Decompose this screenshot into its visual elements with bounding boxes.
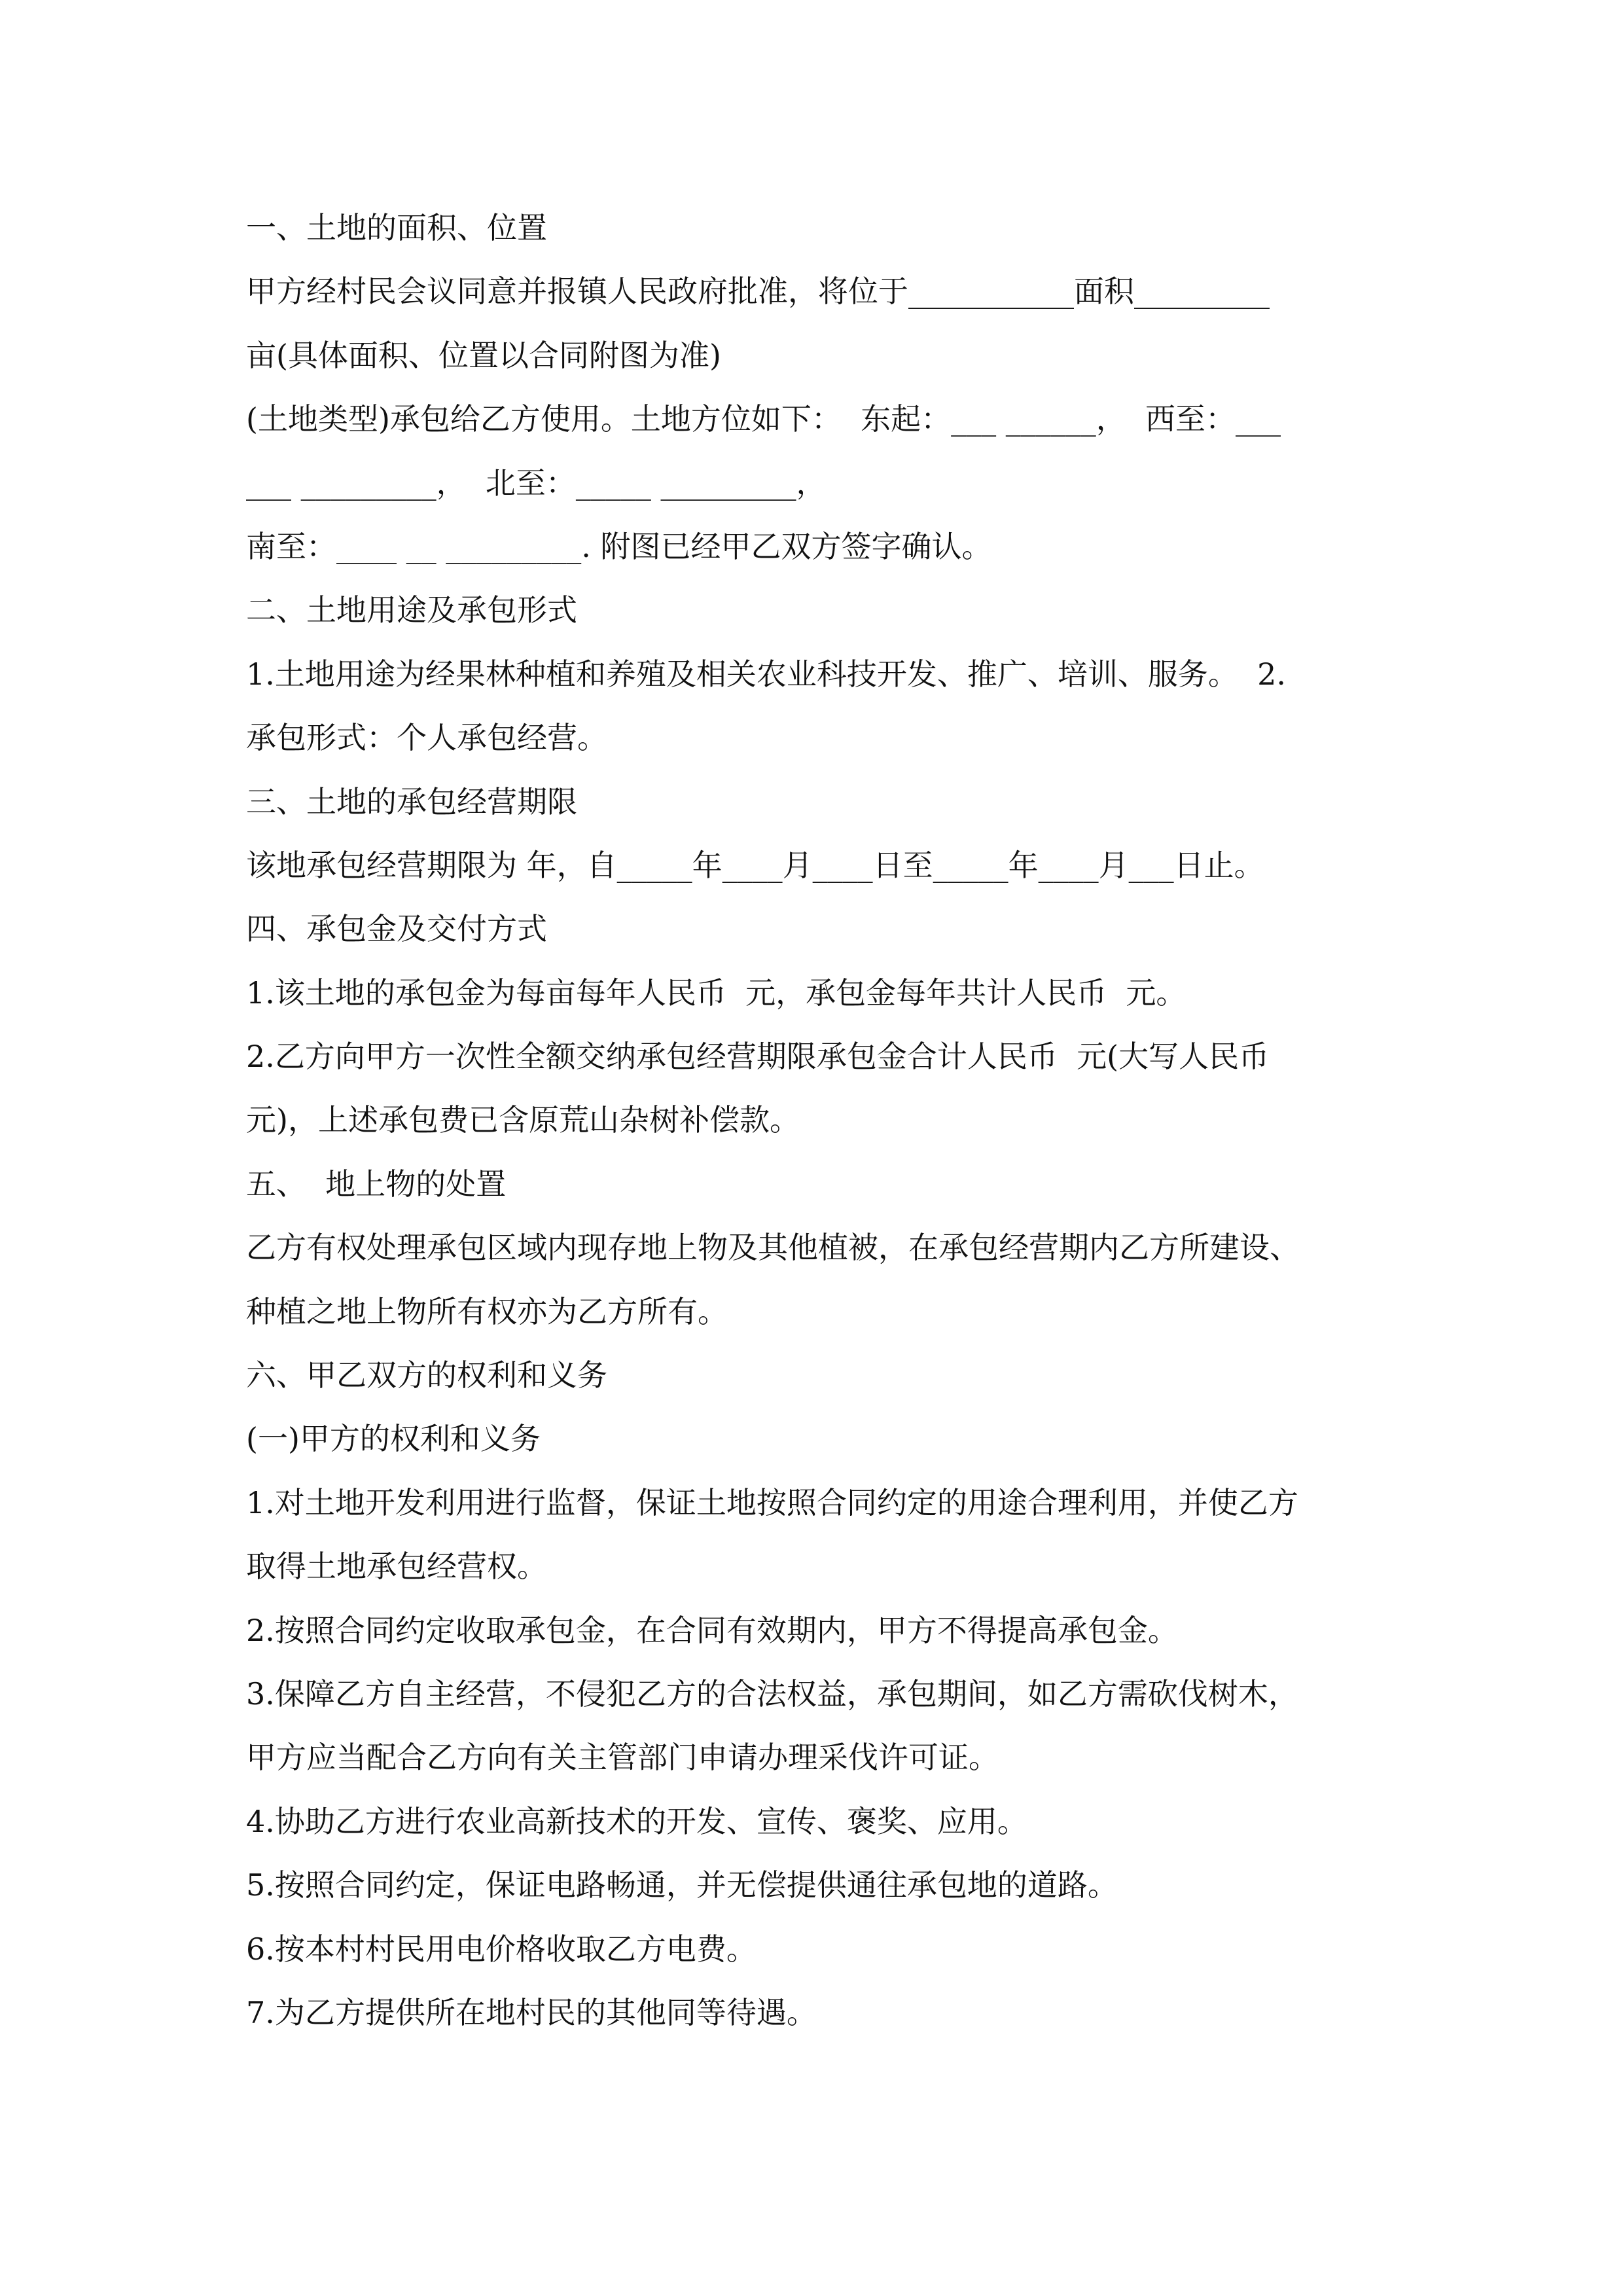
paragraph-line: 承包形式：个人承包经营。 (246, 720, 607, 756)
section-heading-1: 一、土地的面积、位置 (246, 210, 547, 245)
section-heading-3: 三、土地的承包经营期限 (246, 783, 577, 819)
paragraph-line: 种植之地上物所有权亦为乙方所有。 (246, 1293, 728, 1329)
paragraph-line: 甲方经村民会议同意并报镇人民政府批准，将位于___________面积_________ (246, 274, 1270, 310)
list-item-line: 5.按照合同约定，保证电路畅通，并无偿提供通往承包地的道路。 (246, 1867, 1118, 1903)
paragraph-line: 亩(具体面积、位置以合同附图为准) (246, 337, 721, 373)
list-item-line: 6.按本村村民用电价格收取乙方电费。 (246, 1931, 757, 1967)
paragraph-line: 乙方有权处理承包区域内现存地上物及其他植被，在承包经营期内乙方所建设、 (246, 1230, 1300, 1266)
paragraph-line: 该地承包经营期限为 年，自_____年____月____日至_____年____月___日止。 (246, 847, 1264, 883)
paragraph-line: 南至：____ __ _________. 附图已经甲乙双方签字确认。 (246, 528, 992, 564)
paragraph-line: 1.土地用途为经果林种植和养殖及相关农业科技开发、推广、培训、服务。 2. (246, 656, 1287, 692)
subsection-heading: (一)甲方的权利和义务 (246, 1421, 541, 1457)
section-heading-5: 五、 地上物的处置 (246, 1166, 507, 1202)
paragraph-line: 2.乙方向甲方一次性全额交纳承包经营期限承包金合计人民币 元(大写人民币 (246, 1039, 1270, 1075)
list-item-line: 1.对土地开发利用进行监督，保证土地按照合同约定的用途合理利用，并使乙方 (246, 1484, 1298, 1520)
section-heading-2: 二、土地用途及承包形式 (246, 592, 577, 628)
list-item-line: 取得土地承包经营权。 (246, 1549, 547, 1585)
contract-body (246, 196, 1391, 2045)
section-heading-4: 四、承包金及交付方式 (246, 911, 547, 947)
paragraph-line: (土地类型)承包给乙方使用。土地方位如下： 东起：___ ______， 西至：___ (246, 401, 1281, 437)
paragraph-line: ___ _________， 北至：_____ _________， (246, 465, 827, 501)
list-item-line: 7.为乙方提供所在地村民的其他同等待遇。 (246, 1994, 817, 2030)
list-item-line: 2.按照合同约定收取承包金，在合同有效期内，甲方不得提高承包金。 (246, 1612, 1178, 1648)
paragraph-line: 元)，上述承包费已含原荒山杂树补偿款。 (246, 1102, 800, 1138)
list-item-line: 3.保障乙方自主经营，不侵犯乙方的合法权益，承包期间，如乙方需砍伐树木， (246, 1676, 1298, 1712)
list-item-line: 甲方应当配合乙方向有关主管部门申请办理采伐许可证。 (246, 1740, 999, 1776)
paragraph-line: 1.该土地的承包金为每亩每年人民币 元，承包金每年共计人民币 元。 (246, 975, 1186, 1011)
list-item-line: 4.协助乙方进行农业高新技术的开发、宣传、褒奖、应用。 (246, 1803, 1027, 1839)
section-heading-6: 六、甲乙双方的权利和义务 (246, 1357, 607, 1393)
